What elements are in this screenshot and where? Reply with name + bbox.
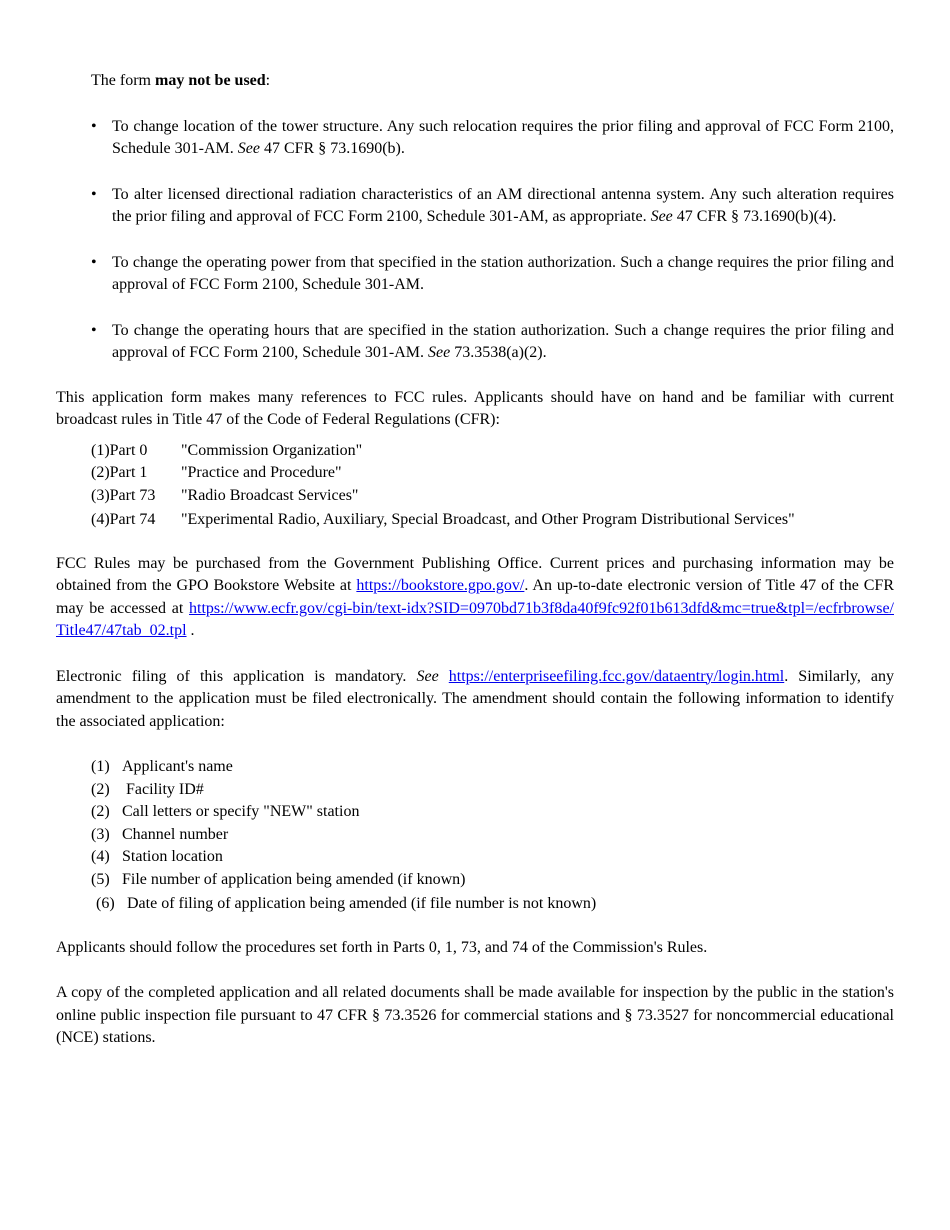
cfr-parts-list xyxy=(91,440,894,532)
efiling-login-link[interactable]: https://enterpriseefiling.fcc.gov/dataentry/login.html xyxy=(448,667,785,685)
document-page xyxy=(56,70,894,1050)
bullet-marker: • xyxy=(91,253,97,271)
amendment-item: (4) Station location xyxy=(91,848,223,865)
efiling-paragraph: Electronic filing of this application is mandatory. See https://enterpriseefiling.fcc.gov/dataentry/login.html. Similarly, any amendment to the application must be filed electronically. The amendment should contain the following information to identify the associated application: xyxy=(56,667,894,730)
public-file-paragraph: A copy of the completed application and all related documents shall be made available for inspection by the public in the station's online public inspection file pursuant to 47 CFR § 73.3526 for commercial stations and § 73.3527 for noncommercial educational (NCE) stations. xyxy=(56,984,894,1046)
intro-line xyxy=(91,70,894,93)
ecfr-link[interactable]: https://www.ecfr.gov/cgi-bin/text-idx?SID=0970bd71b3f8da40f9fc92f01b613dfd&mc=true&tpl=/ecfrbrowse/Title47/47tab_02.tpl xyxy=(56,599,894,639)
restriction-item: • To change location of the tower structure. Any such relocation requires the prior filing and approval of FCC Form 2100, Schedule 301-AM. See 47 CFR § 73.1690(b). xyxy=(91,117,894,157)
gpo-bookstore-link[interactable]: https://bookstore.gpo.gov/ xyxy=(356,577,525,594)
cfr-part-row: (4)Part 74 "Experimental Radio, Auxiliary, Special Broadcast, and Other Program Distributional Services" xyxy=(91,511,795,528)
cfr-part-row: (3)Part 73 "Radio Broadcast Services" xyxy=(91,486,359,504)
amendment-info-list xyxy=(91,756,894,916)
bullet-marker: • xyxy=(91,117,97,135)
intro-prefix: The form xyxy=(91,72,155,89)
purchase-paragraph: FCC Rules may be purchased from the Government Publishing Office. Current prices and purchasing information may be obtained from the GPO Bookstore Website at https://bookstore.gpo.gov/. An up-to-date electronic version of Title 47 of the CFR may be accessed at https://www.ecfr.gov/cgi-bin/text-idx?SID=0970bd71b3f8da40f9fc92f01b613dfd&mc=true&tpl=/ecfrbrowse/Title47/47tab_02.tpl . xyxy=(56,554,894,639)
restriction-item: • To change the operating power from that specified in the station authorization. Such a change requires the prior filing and approval of FCC Form 2100, Schedule 301-AM. xyxy=(91,253,894,293)
amendment-item: (6) Date of filing of application being amended (if file number is not known) xyxy=(96,895,597,912)
cfr-part-row: (1)Part 0 "Commission Organization" xyxy=(91,441,363,459)
restriction-item: • To alter licensed directional radiation characteristics of an AM directional antenna system. Any such alteration requires the prior filing and approval of FCC Form 2100, Schedule 301-AM, as appropriate. See 47 CFR § 73.1690(b)(4). xyxy=(91,185,894,225)
intro-bold: may not be used xyxy=(154,72,266,89)
intro-suffix: : xyxy=(265,72,271,89)
cfr-part-row: (2)Part 1 "Practice and Procedure" xyxy=(91,464,342,481)
restriction-item: • To change the operating hours that are specified in the station authorization. Such a change requires the prior filing and approval of FCC Form 2100, Schedule 301-AM. See 73.3538(a)(2). xyxy=(91,321,894,361)
amendment-item: (3) Channel number xyxy=(91,825,229,843)
restrictions-list xyxy=(56,116,894,365)
bullet-marker: • xyxy=(91,185,97,203)
procedures-paragraph: Applicants should follow the procedures set forth in Parts 0, 1, 73, and 74 of the Commission's Rules. xyxy=(56,938,708,956)
amendment-item: (5) File number of application being amended (if known) xyxy=(91,870,466,888)
bullet-marker: • xyxy=(91,321,97,339)
rules-paragraph: This application form makes many references to FCC rules. Applicants should have on hand and be familiar with current broadcast rules in Title 47 of the Code of Federal Regulations (CFR): xyxy=(56,388,894,428)
amendment-item: (1) Applicant's name xyxy=(91,758,233,775)
amendment-item: (2) Call letters or specify "NEW" station xyxy=(91,803,360,820)
amendment-item: (2) Facility ID# xyxy=(91,780,204,798)
